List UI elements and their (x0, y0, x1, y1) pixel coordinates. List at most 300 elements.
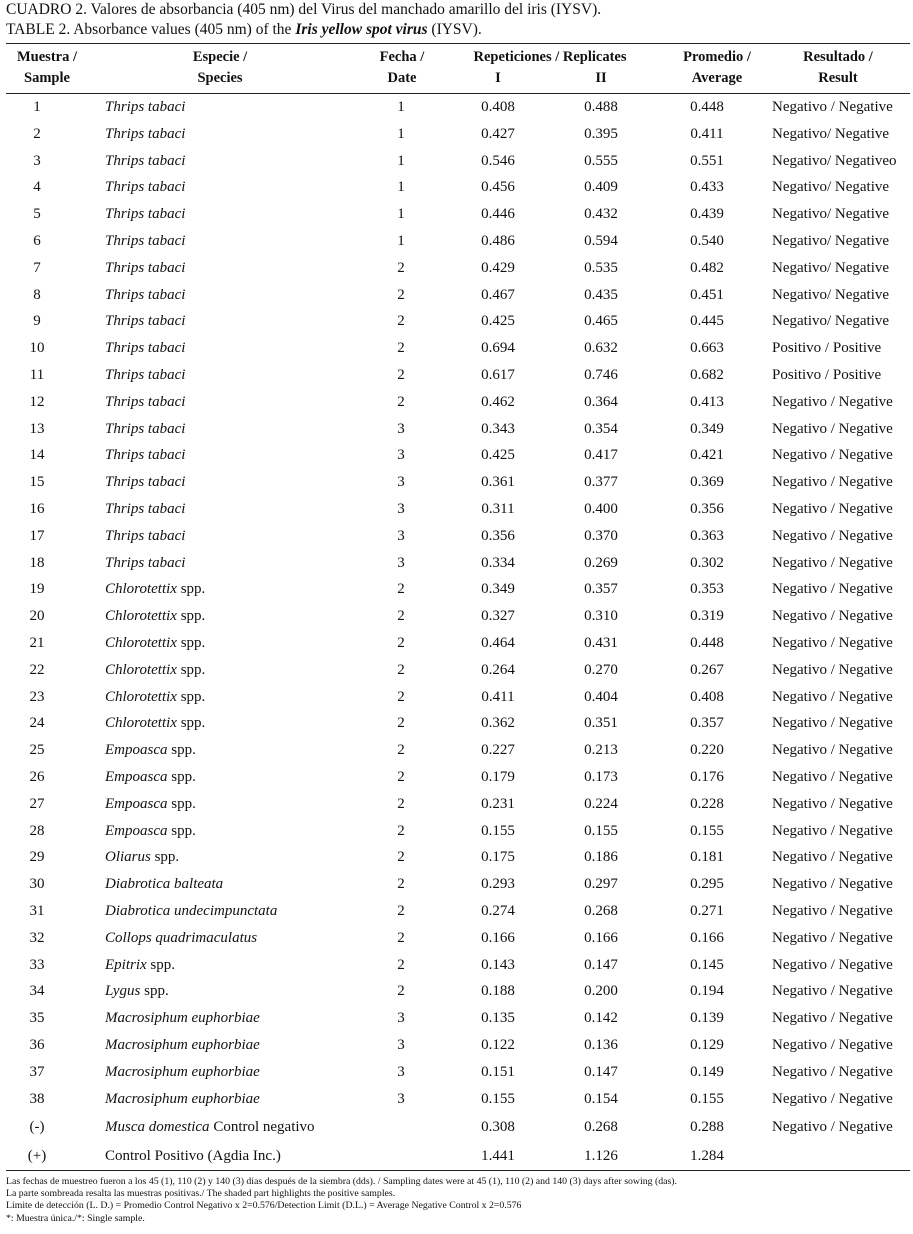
replicate-ii-cell: 0.409 (584, 179, 618, 196)
date-cell: 2 (397, 688, 405, 705)
table-row (6, 389, 910, 416)
date-cell: 3 (397, 1063, 405, 1080)
species-suffix: spp. (176, 715, 206, 732)
average-cell: 0.166 (690, 929, 724, 946)
date-cell: 2 (397, 849, 405, 866)
species-name: Macrosiphum euphorbiae (105, 1063, 260, 1080)
header-species-es: Especie / (192, 49, 248, 65)
sample-cell: 23 (29, 688, 45, 705)
sample-cell: 34 (29, 983, 45, 1000)
replicate-i-cell: 0.188 (481, 983, 515, 1000)
result-cell: Negativo / Negative (772, 688, 893, 705)
species-name: Collops quadrimaculatus (105, 929, 258, 946)
header-result-es: Resultado / (803, 49, 873, 65)
replicate-i-cell: 0.411 (481, 688, 515, 705)
average-cell: 0.267 (690, 661, 724, 678)
header-average-es: Promedio / (683, 49, 751, 65)
date-cell: 2 (397, 340, 405, 357)
result-cell: Negativo/ Negative (772, 125, 890, 142)
table-row (6, 710, 910, 737)
species-name: Chlorotettix (105, 688, 177, 705)
species-name: Empoasca (105, 769, 168, 785)
result-cell: Negativo / Negative (772, 715, 893, 732)
replicate-i-cell: 0.362 (481, 715, 515, 732)
table-row (6, 630, 910, 657)
replicate-ii-cell: 0.746 (584, 367, 618, 383)
sample-cell: 5 (33, 206, 41, 223)
sample-cell: 14 (29, 447, 45, 464)
species-cell (105, 871, 223, 898)
replicate-i-cell: 0.175 (481, 849, 515, 866)
sample-cell: 12 (29, 393, 45, 410)
average-cell: 0.551 (690, 152, 724, 169)
sample-cell: 37 (29, 1063, 45, 1080)
replicate-ii-cell: 0.147 (584, 1063, 618, 1080)
replicate-i-cell: 0.546 (481, 152, 515, 169)
result-cell: Negativo / Negative (772, 635, 893, 651)
header-rep-i (468, 68, 528, 89)
replicate-ii-cell: 1.126 (584, 1148, 618, 1164)
sample-cell: 38 (29, 1090, 45, 1107)
table-row (6, 818, 910, 845)
table-row (6, 148, 910, 175)
species-name: Thrips tabaci (105, 501, 186, 517)
species-cell (105, 791, 196, 818)
table-row (6, 442, 910, 469)
replicate-ii-cell: 0.431 (584, 635, 618, 651)
replicate-i-cell: 0.264 (481, 661, 515, 678)
result-cell: Negativo / Negative (772, 554, 893, 571)
header-average-en: Average (691, 70, 743, 86)
replicate-i-cell: 0.155 (481, 822, 515, 839)
sample-cell: 4 (33, 179, 41, 196)
species-name: Thrips tabaci (105, 340, 186, 357)
table-row (6, 657, 910, 684)
species-cell (105, 630, 205, 657)
sample-cell: 22 (29, 661, 45, 678)
table-row (6, 576, 910, 603)
sample-cell: 10 (29, 340, 45, 357)
result-cell: Negativo / Negative (772, 983, 893, 1000)
species-cell (105, 978, 169, 1005)
species-cell (105, 416, 185, 443)
species-cell (105, 442, 185, 469)
replicate-i-cell: 0.349 (481, 581, 515, 598)
species-cell (105, 898, 277, 925)
sample-cell: 13 (29, 420, 45, 437)
average-cell: 0.439 (690, 206, 724, 223)
header-result (785, 47, 891, 89)
date-cell: 3 (397, 527, 405, 544)
species-cell (105, 255, 185, 282)
species-cell (105, 1005, 260, 1032)
average-cell: 0.663 (690, 340, 724, 357)
species-cell (105, 121, 185, 148)
replicate-ii-cell: 0.354 (584, 420, 618, 437)
species-suffix: spp. (150, 849, 180, 866)
replicate-i-cell: 0.427 (481, 125, 515, 142)
species-cell (105, 1143, 281, 1170)
average-cell: 0.357 (690, 715, 724, 732)
replicate-i-cell: 0.343 (481, 420, 515, 437)
note-single-sample: *: Muestra única./*: Single sample. (6, 1212, 145, 1224)
species-cell (105, 1059, 260, 1086)
species-name: Macrosiphum euphorbiae (105, 1037, 260, 1053)
table-row (6, 201, 910, 228)
header-result-en: Result (818, 70, 858, 86)
result-cell: Negativo / Negative (772, 795, 893, 812)
species-name: Thrips tabaci (105, 447, 186, 464)
replicate-ii-cell: 0.224 (584, 795, 618, 812)
average-cell: 0.411 (690, 125, 724, 142)
date-cell: 2 (397, 903, 405, 919)
species-suffix: spp. (140, 983, 169, 1000)
replicate-i-cell: 0.425 (481, 447, 515, 464)
table-row (6, 952, 910, 979)
table-row (6, 282, 910, 309)
average-cell: 0.451 (690, 286, 724, 303)
sample-cell: 25 (29, 742, 45, 759)
replicate-i-cell: 0.467 (481, 286, 515, 303)
average-cell: 0.408 (690, 688, 724, 705)
table-row (6, 791, 910, 818)
average-cell: 0.448 (690, 99, 724, 115)
species-cell (105, 389, 185, 416)
sample-cell: 8 (33, 286, 41, 303)
sample-cell: 11 (29, 367, 45, 383)
average-cell: 0.295 (690, 876, 724, 893)
result-cell: Negativo / Negative (772, 527, 893, 544)
species-cell (105, 148, 185, 175)
average-cell: 0.540 (690, 233, 724, 249)
note-detection-limit: Límite de detección (L. D.) = Promedio Control Negativo x 2=0.576/Detection Limit (D.L.) = Average Negative Control x 2=0.576 (6, 1200, 522, 1212)
species-cell (105, 469, 185, 496)
average-cell: 0.482 (690, 259, 724, 276)
sample-cell: 7 (33, 259, 41, 276)
species-suffix: Control Positivo (Agdia Inc.) (105, 1148, 281, 1164)
table-row (6, 1143, 910, 1170)
sample-cell: (-) (29, 1119, 45, 1135)
average-cell: 0.145 (690, 956, 724, 973)
species-cell (105, 308, 185, 335)
species-name: Thrips tabaci (105, 313, 186, 330)
replicate-ii-cell: 0.555 (584, 152, 618, 169)
replicate-i-cell: 0.151 (481, 1063, 515, 1080)
species-name: Macrosiphum euphorbiae (105, 1090, 260, 1107)
replicate-ii-cell: 0.417 (584, 447, 618, 464)
average-cell: 1.284 (690, 1148, 724, 1164)
date-cell: 2 (397, 635, 405, 651)
species-name: Thrips tabaci (105, 420, 186, 437)
result-cell: Negativo / Negative (772, 903, 893, 919)
replicate-i-cell: 0.135 (481, 1010, 515, 1027)
sample-cell: 19 (29, 581, 45, 598)
table-row (6, 603, 910, 630)
result-cell: Negativo / Negative (772, 876, 893, 893)
species-name: Thrips tabaci (105, 233, 186, 249)
species-suffix: Control negativo (209, 1119, 315, 1135)
result-cell: Negativo / Negative (772, 1010, 893, 1027)
replicate-i-cell: 0.293 (481, 876, 515, 893)
replicate-ii-cell: 0.400 (584, 501, 618, 517)
species-cell (105, 657, 205, 684)
result-cell: Negativo / Negative (772, 1063, 893, 1080)
table-row (6, 1005, 910, 1032)
replicate-ii-cell: 0.166 (584, 929, 618, 946)
replicate-i-cell: 0.166 (481, 929, 515, 946)
result-cell: Negativo / Negative (772, 393, 893, 410)
result-cell: Negativo / Negative (772, 474, 893, 491)
replicate-i-cell: 0.327 (481, 608, 515, 625)
species-cell (105, 174, 185, 201)
header-date-en: Date (387, 70, 417, 86)
species-name: Thrips tabaci (105, 206, 186, 223)
species-cell (105, 603, 205, 630)
species-name: Chlorotettix (105, 661, 177, 678)
species-name: Chlorotettix (105, 581, 177, 598)
average-cell: 0.194 (690, 983, 724, 1000)
result-cell: Negativo/ Negative (772, 313, 890, 330)
result-cell: Negativo / Negative (772, 1090, 893, 1107)
replicate-i-cell: 0.429 (481, 259, 515, 276)
table-row (6, 871, 910, 898)
date-cell: 1 (397, 206, 405, 223)
sample-cell: 1 (33, 99, 41, 115)
species-name: Thrips tabaci (105, 152, 186, 169)
replicate-ii-cell: 0.297 (584, 876, 618, 893)
caption-prefix: TABLE 2. Absorbance values (405 nm) of the (6, 21, 296, 38)
species-cell (105, 1114, 315, 1141)
replicate-ii-cell: 0.404 (584, 688, 618, 705)
sample-cell: 26 (29, 769, 45, 785)
date-cell: 3 (397, 1037, 405, 1053)
result-cell: Negativo/ Negative (772, 233, 890, 249)
date-cell: 2 (397, 581, 405, 598)
average-cell: 0.369 (690, 474, 724, 491)
replicate-ii-cell: 0.200 (584, 983, 618, 1000)
replicate-ii-cell: 0.310 (584, 608, 618, 625)
table-row (6, 496, 910, 523)
replicate-ii-cell: 0.155 (584, 822, 618, 839)
result-cell: Negativo / Negative (772, 1119, 893, 1135)
date-cell: 2 (397, 608, 405, 625)
species-suffix: spp. (176, 688, 206, 705)
header-average (672, 47, 762, 89)
species-cell (105, 282, 185, 309)
table-row (6, 308, 910, 335)
header-species-en: Species (197, 70, 243, 86)
species-name: Diabrotica balteata (105, 876, 224, 893)
species-name: Empoasca (105, 795, 168, 812)
result-cell: Negativo / Negative (772, 501, 893, 517)
species-name: Epitrix (105, 956, 147, 973)
species-name: Chlorotettix (105, 608, 177, 625)
header-date-es: Fecha / (379, 49, 425, 65)
table-row (6, 1059, 910, 1086)
replicate-ii-cell: 0.594 (584, 233, 618, 249)
species-cell (105, 710, 205, 737)
replicate-ii-cell: 0.632 (584, 340, 618, 357)
result-cell: Negativo / Negative (772, 447, 893, 464)
table-row (6, 684, 910, 711)
species-name: Macrosiphum euphorbiae (105, 1010, 260, 1027)
average-cell: 0.288 (690, 1119, 724, 1135)
species-cell (105, 201, 185, 228)
replicate-ii-cell: 0.147 (584, 956, 618, 973)
date-cell: 1 (397, 125, 405, 142)
sample-cell: 21 (29, 635, 45, 651)
date-cell: 2 (397, 956, 405, 973)
sample-cell: (+) (27, 1148, 47, 1164)
species-name: Thrips tabaci (105, 527, 186, 544)
average-cell: 0.319 (690, 608, 724, 625)
species-name: Thrips tabaci (105, 99, 186, 115)
table-top-rule (6, 43, 910, 44)
replicate-i-cell: 0.486 (481, 233, 515, 249)
replicate-i-cell: 0.446 (481, 206, 515, 223)
replicate-i-cell: 0.408 (481, 99, 515, 115)
average-cell: 0.176 (690, 769, 724, 785)
table-row (6, 1032, 910, 1059)
replicate-i-cell: 0.155 (481, 1090, 515, 1107)
result-cell: Negativo / Negative (772, 661, 893, 678)
average-cell: 0.139 (690, 1010, 724, 1027)
average-cell: 0.421 (690, 447, 724, 464)
table-row (6, 335, 910, 362)
table-notes (6, 1176, 677, 1225)
date-cell: 2 (397, 983, 405, 1000)
date-cell: 2 (397, 286, 405, 303)
sample-cell: 29 (29, 849, 45, 866)
species-name: Diabrotica undecimpunctata (105, 903, 278, 919)
result-cell: Positivo / Positive (772, 340, 882, 357)
sample-cell: 27 (29, 795, 45, 812)
replicate-ii-cell: 0.377 (584, 474, 618, 491)
table-bottom-rule (6, 1170, 910, 1171)
species-suffix: spp. (167, 769, 196, 785)
sample-cell: 2 (33, 125, 41, 142)
replicate-ii-cell: 0.268 (584, 903, 618, 919)
table-caption-en (6, 20, 482, 40)
average-cell: 0.353 (690, 581, 724, 598)
species-name: Chlorotettix (105, 635, 177, 651)
result-cell: Negativo / Negative (772, 929, 893, 946)
species-cell (105, 496, 185, 523)
species-suffix: spp. (167, 742, 196, 759)
replicate-ii-cell: 0.465 (584, 313, 618, 330)
average-cell: 0.181 (690, 849, 724, 866)
replicate-i-cell: 0.334 (481, 554, 515, 571)
date-cell: 2 (397, 715, 405, 732)
replicate-i-cell: 0.143 (481, 956, 515, 973)
sample-cell: 30 (29, 876, 45, 893)
species-cell (105, 1086, 260, 1113)
date-cell: 2 (397, 795, 405, 812)
replicate-ii-cell: 0.395 (584, 125, 618, 142)
date-cell: 1 (397, 152, 405, 169)
header-rep-ii-label: II (595, 70, 607, 86)
average-cell: 0.302 (690, 554, 724, 571)
table-row (6, 1114, 910, 1141)
species-name: Chlorotettix (105, 715, 177, 732)
species-cell (105, 925, 257, 952)
date-cell: 2 (397, 822, 405, 839)
species-name: Thrips tabaci (105, 393, 186, 410)
species-name: Oliarus (105, 849, 151, 866)
species-cell (105, 94, 185, 121)
average-cell: 0.271 (690, 903, 724, 919)
date-cell: 2 (397, 661, 405, 678)
note-shaded: La parte sombreada resalta las muestras positivas./ The shaded part highlights the positive samples. (6, 1188, 396, 1200)
date-cell: 3 (397, 447, 405, 464)
replicate-ii-cell: 0.357 (584, 581, 618, 598)
sample-cell: 15 (29, 474, 45, 491)
caption-virus-name: Iris yellow spot virus (295, 21, 428, 38)
table-row (6, 228, 910, 255)
species-name: Lygus (105, 983, 141, 1000)
species-cell (105, 684, 205, 711)
result-cell: Negativo / Negative (772, 608, 893, 625)
result-cell: Negativo/ Negative (772, 259, 890, 276)
replicate-i-cell: 0.274 (481, 903, 515, 919)
replicate-ii-cell: 0.351 (584, 715, 618, 732)
replicate-ii-cell: 0.432 (584, 206, 618, 223)
species-name: Thrips tabaci (105, 367, 186, 383)
species-name: Musca domestica (105, 1119, 210, 1135)
species-suffix: spp. (176, 608, 206, 625)
date-cell: 1 (397, 233, 405, 249)
replicate-ii-cell: 0.435 (584, 286, 618, 303)
replicate-i-cell: 0.308 (481, 1119, 515, 1135)
date-cell: 1 (397, 179, 405, 196)
table-row (6, 978, 910, 1005)
species-name: Thrips tabaci (105, 474, 186, 491)
sample-cell: 18 (29, 554, 45, 571)
result-cell: Negativo / Negative (772, 99, 893, 115)
table-row (6, 362, 910, 389)
average-cell: 0.363 (690, 527, 724, 544)
table-row (6, 898, 910, 925)
average-cell: 0.433 (690, 179, 724, 196)
species-name: Thrips tabaci (105, 125, 186, 142)
table-caption-es: CUADRO 2. Valores de absorbancia (405 nm) del Virus del manchado amarillo del iris (IYSV). (6, 1, 602, 18)
date-cell: 2 (397, 367, 405, 383)
replicate-ii-cell: 0.488 (584, 99, 618, 115)
average-cell: 0.155 (690, 1090, 724, 1107)
date-cell: 2 (397, 742, 405, 759)
replicate-i-cell: 0.179 (481, 769, 515, 785)
replicate-ii-cell: 0.270 (584, 661, 618, 678)
species-suffix: spp. (167, 795, 196, 812)
species-suffix: spp. (146, 956, 176, 973)
sample-cell: 20 (29, 608, 45, 625)
table-row (6, 174, 910, 201)
sample-cell: 9 (33, 313, 41, 330)
sample-cell: 3 (33, 152, 41, 169)
table-row (6, 94, 910, 121)
table-row (6, 469, 910, 496)
date-cell: 1 (397, 99, 405, 115)
date-cell: 2 (397, 876, 405, 893)
replicate-i-cell: 0.456 (481, 179, 515, 196)
sample-cell: 6 (33, 233, 41, 249)
replicate-ii-cell: 0.269 (584, 554, 618, 571)
sample-cell: 17 (29, 527, 45, 544)
header-replicates (460, 47, 640, 68)
header-replicates-label: Repeticiones / Replicates (473, 49, 627, 65)
species-cell (105, 228, 185, 255)
replicate-ii-cell: 0.186 (584, 849, 618, 866)
